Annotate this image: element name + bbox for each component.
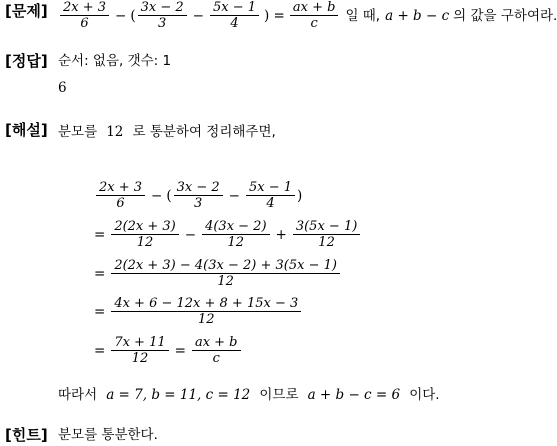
fraction: [290, 0, 339, 31]
numerator: 7x + 11: [111, 335, 168, 351]
solution-text: 분모를: [58, 124, 98, 140]
problem-tag: [문제]: [5, 2, 48, 20]
denominator: 12: [318, 235, 335, 250]
fraction: [111, 296, 301, 327]
solution-tag: [해설]: [5, 121, 48, 139]
fraction: [246, 180, 295, 211]
fraction: [138, 0, 187, 31]
hint-tag: [힌트]: [5, 426, 48, 444]
answer-tag: [정답]: [5, 52, 48, 70]
equals: =: [94, 342, 106, 359]
denominator: 3: [194, 196, 203, 211]
answer-value: 6: [58, 80, 67, 96]
derivation-line-4: [94, 296, 303, 327]
derivation-line-2: [94, 219, 362, 250]
hint-text: 분모를 통분한다.: [58, 427, 158, 443]
numerator: 4(3x − 2): [202, 219, 269, 235]
operator: +: [275, 226, 287, 243]
operator: −: [151, 187, 163, 204]
denominator: 12: [227, 235, 245, 250]
paren: ): [297, 187, 303, 204]
solution-text: 따라서: [58, 387, 98, 403]
numerator: 3(5x − 1): [293, 219, 360, 235]
problem-statement: [58, 0, 557, 31]
solution-expression: a = 7, b = 11, c = 12: [106, 387, 251, 403]
fraction: [202, 219, 269, 250]
derivation-line-3: [94, 258, 342, 289]
numerator: ax + b: [192, 335, 241, 351]
numerator: 3x − 2: [138, 0, 187, 16]
denominator: 3: [158, 16, 167, 31]
operator: −: [228, 187, 240, 204]
fraction: [210, 0, 259, 31]
numerator: 2x + 3: [96, 180, 145, 196]
denominator: 12: [217, 274, 234, 289]
paren: (: [166, 187, 172, 204]
derivation-line-5: [94, 335, 243, 366]
equals: =: [174, 342, 186, 359]
denominator: 4: [230, 16, 239, 31]
solution-text: 이므로: [259, 387, 299, 403]
denominator: c: [212, 351, 220, 366]
fraction: [60, 0, 109, 31]
numerator: 4x + 6 − 12x + 8 + 15x − 3: [111, 296, 301, 312]
paren: (: [130, 7, 136, 24]
fraction: [111, 219, 178, 250]
denominator: c: [310, 16, 318, 31]
paren-equals: ) =: [264, 7, 285, 24]
solution-number: 12: [106, 124, 124, 140]
numerator: 2(2x + 3): [111, 219, 178, 235]
denominator: 4: [266, 196, 275, 211]
problem-text: 일 때,: [345, 7, 381, 24]
solution-text: 로 통분하여 정리해주면,: [132, 124, 276, 140]
numerator: 2(2x + 3) − 4(3x − 2) + 3(5x − 1): [111, 258, 340, 274]
numerator: 2x + 3: [60, 0, 109, 16]
numerator: 3x − 2: [174, 180, 223, 196]
denominator: 6: [80, 16, 89, 31]
fraction: [293, 219, 360, 250]
answer-line: 순서: 없음, 갯수: 1: [58, 53, 172, 69]
problem-expression: a + b − c: [385, 7, 450, 24]
solution-conclusion: [58, 384, 440, 404]
numerator: ax + b: [290, 0, 339, 16]
solution-expression: a + b − c = 6: [307, 387, 401, 403]
equals: =: [94, 303, 106, 320]
solution-intro: [58, 121, 276, 141]
operator: −: [115, 7, 127, 24]
equals: =: [94, 265, 106, 282]
fraction: [96, 180, 145, 211]
denominator: 12: [136, 235, 154, 250]
operator: −: [192, 7, 204, 24]
equals: =: [94, 226, 106, 243]
denominator: 6: [116, 196, 125, 211]
fraction: [174, 180, 223, 211]
fraction: [111, 258, 340, 289]
numerator: 5x − 1: [246, 180, 295, 196]
fraction: [111, 335, 168, 366]
denominator: 12: [131, 351, 149, 366]
operator: −: [184, 226, 197, 243]
problem-text: 의 값을 구하여라.: [453, 7, 557, 24]
denominator: 12: [198, 312, 215, 327]
numerator: 5x − 1: [210, 0, 259, 16]
derivation-line-1: [94, 180, 302, 211]
solution-text: 이다.: [409, 387, 440, 403]
fraction: [192, 335, 241, 366]
